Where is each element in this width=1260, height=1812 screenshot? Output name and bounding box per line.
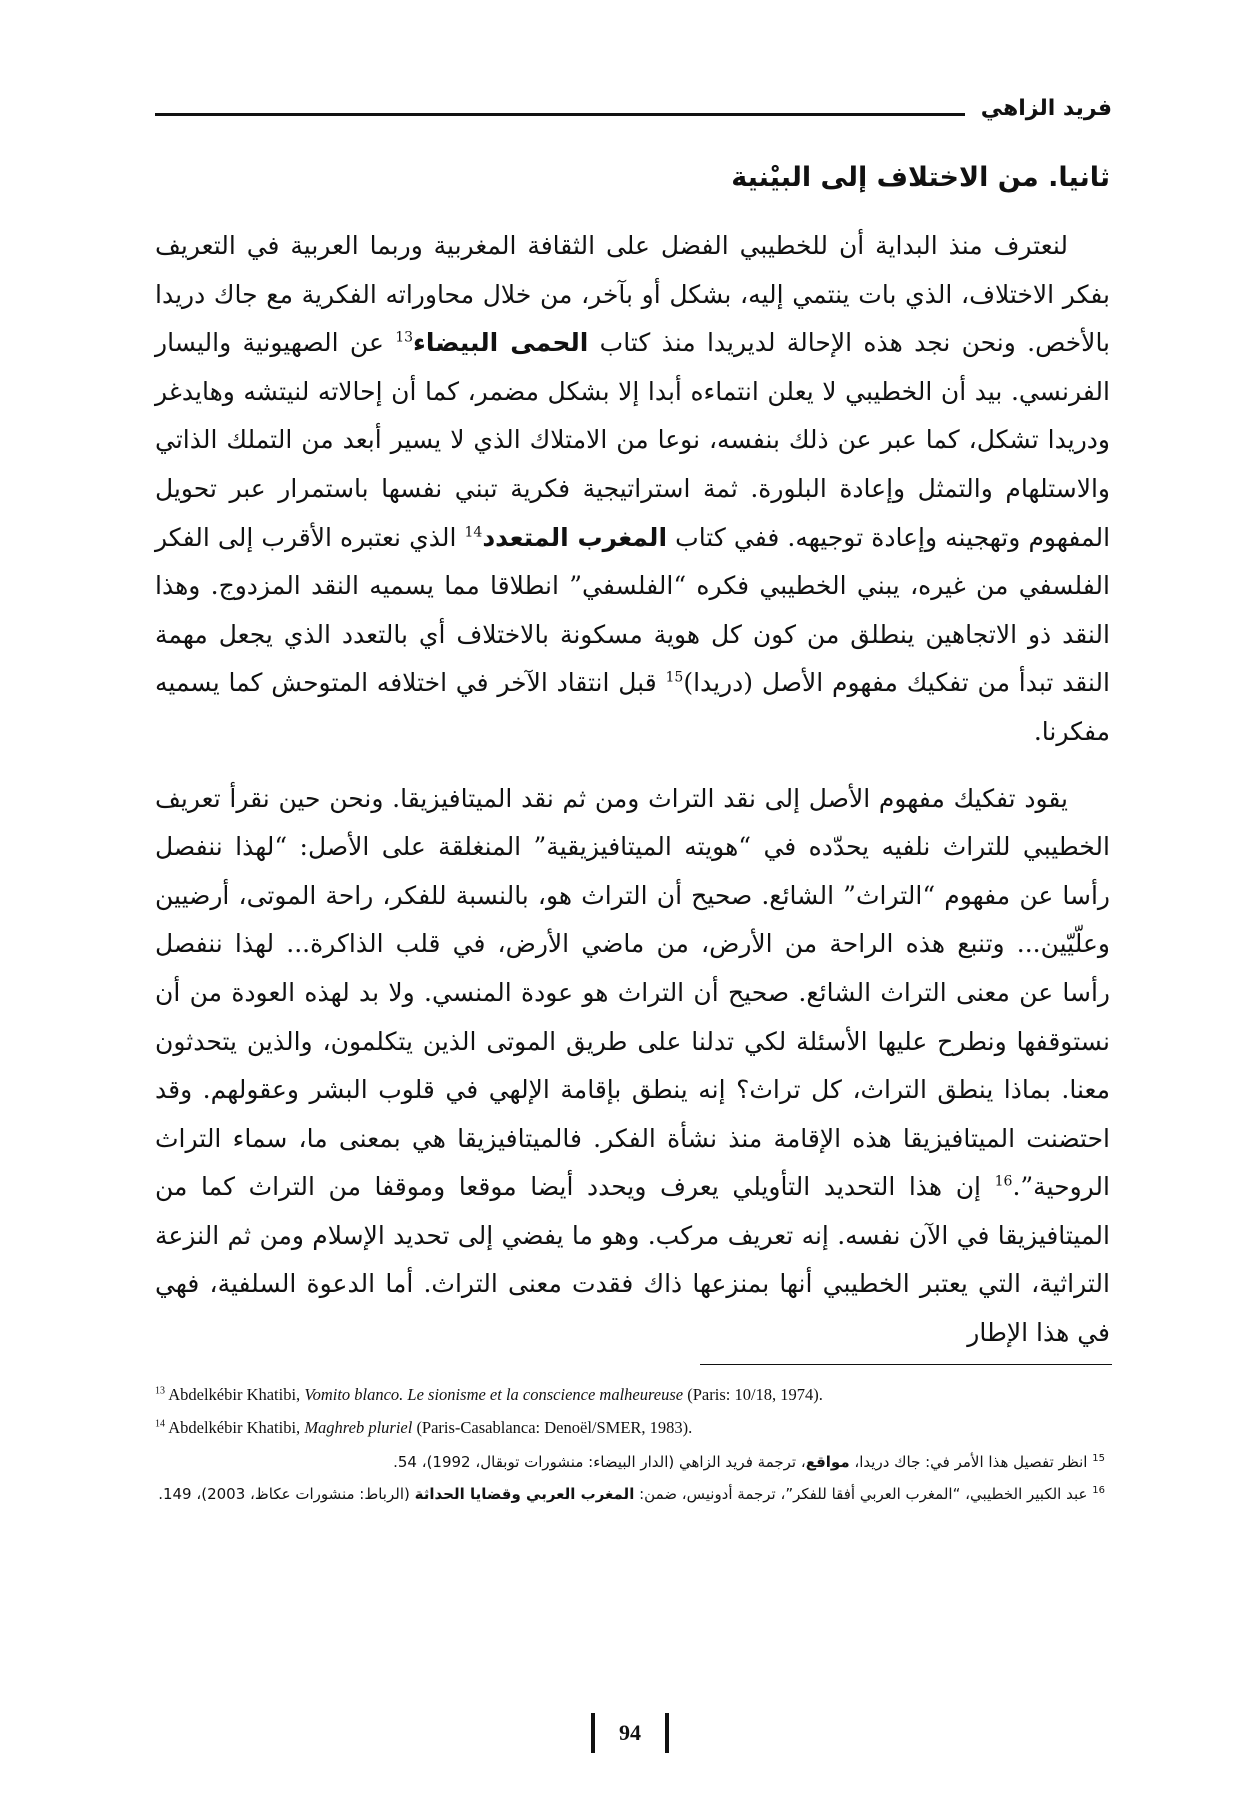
footnote-16	[155, 1481, 1105, 1507]
paragraph-1-text: عن الصهيونية واليسار الفرنسي. بيد أن الخطيبي لا يعلن انتماءه أبدا إلا بشكل مضمر، كما أن إحالاته لنيتشه وهايدغر ودريدا تشكل، كما عبر عن ذلك بنفسه، نوعا من الامتلاك الذي لا يسير أبعد من التملك الذاتي والاستلهام والتمثل وإعادة البلورة. ثمة استراتيجية فكرية تبني نفسها باستمرار عبر تحويل المفهوم وتهجينه وإعادة توجيهه. ففي كتاب	[155, 328, 1111, 552]
running-head-author: فريد الزاهي	[980, 96, 1112, 121]
footnote-ref-13[interactable]: 13	[395, 329, 414, 346]
paragraph-1-text: قبل انتقاد الآخر في اختلافه المتوحش كما يسميه مفكرنا.	[155, 668, 1110, 746]
footnote-title: Vomito blanco. Le sionisme et la conscience malheureuse	[304, 1385, 684, 1404]
book-title-white-fever: الحمى البيضاء	[413, 328, 589, 358]
footnote-title: مواقع	[805, 1452, 850, 1471]
header-rule	[155, 113, 965, 116]
book-title-plural-maghreb: المغرب المتعدد	[482, 522, 668, 552]
paragraph-2	[155, 775, 1110, 1358]
footnote-title: المغرب العربي وقضايا الحداثة	[414, 1484, 635, 1503]
footnote-title: Maghreb pluriel	[304, 1417, 413, 1437]
page-footer	[0, 1713, 1260, 1753]
footnote-ref-15[interactable]: 15	[665, 670, 684, 687]
paragraph-2-text: إن هذا التحديد التأويلي يعرف ويحدد أيضا موقعا وموقفا من التراث كما من الميتافيزيقا في الآن نفسه. إنه تعريف مركب. وهو ما يفضي إلى تحديد الإسلام ومن ثم النزعة التراثية، التي يعتبر الخطيبي أنها بمنزعها ذاك فقدت معنى التراث. أما الدعوة السلفية، فهي في هذا الإطار	[155, 1172, 1110, 1348]
paragraph-1-text: الذي نعتبره الأقرب إلى الفكر الفلسفي من غيره، يبني الخطيبي فكره “الفلسفي” انطلاقا مما يسميه النقد المزدوج. وهذا النقد ذو الاتجاهين ينطلق من كون كل هوية مسكونة بالاختلاف أي بالتعدد الذي يجعل مهمة النقد تبدأ من تفكيك مفهوم الأصل (دريدا)	[155, 522, 1110, 698]
footnote-ref-16[interactable]: 16	[994, 1173, 1013, 1190]
section-title: ثانيا. من الاختلاف إلى البيْنية	[731, 162, 1110, 193]
footnotes	[155, 1383, 1105, 1513]
footnote-author: Abdelkébir Khatibi,	[168, 1385, 301, 1404]
footnote-text: ، ترجمة فريد الزاهي (الدار البيضاء: منشورات توبقال، 1992)، 54.	[393, 1452, 806, 1471]
page-number: 94	[619, 1720, 641, 1745]
running-head	[155, 86, 1112, 120]
footnote-14	[155, 1416, 1105, 1441]
footnote-ref-14[interactable]: 14	[464, 524, 483, 541]
paragraph-1	[155, 222, 1110, 757]
page-number-bar-right	[665, 1713, 669, 1753]
footnote-publication: (Paris: 10/18, 1974).	[687, 1385, 823, 1404]
footnote-text: انظر تفصيل هذا الأمر في: جاك دريدا،	[854, 1452, 1088, 1471]
footnote-author: Abdelkébir Khatibi,	[168, 1417, 301, 1437]
footnote-publication: (Paris-Casablanca: Denoël/SMER, 1983).	[416, 1417, 693, 1437]
footnote-separator	[700, 1364, 1112, 1365]
footnote-number: 13	[155, 1385, 165, 1397]
body-text	[155, 222, 1110, 1358]
footnote-number: 14	[155, 1418, 165, 1430]
footnote-15	[155, 1449, 1105, 1475]
footnote-number: 15	[1092, 1452, 1105, 1464]
footnote-13	[155, 1383, 1105, 1408]
footnote-text: (الرباط: منشورات عكاظ، 2003)، 149.	[158, 1484, 410, 1503]
paragraph-2-text: يقود تفكيك مفهوم الأصل إلى نقد التراث ومن ثم نقد الميتافيزيقا. ونحن حين نقرأ تعريف الخطيبي للتراث نلفيه يحدّده في “هويته الميتافيزيقية” المنغلقة على الأصل: “لهذا ننفصل رأسا عن مفهوم “التراث” الشائع. صحيح أن التراث هو، بالنسبة للفكر، راحة الموتى، أرضيين وعلّيّين... وتنبع هذه الراحة من الأرض، من ماضي الأرض، في قلب الذاكرة... لهذا ننفصل رأسا عن معنى التراث الشائع. صحيح أن التراث هو عودة المنسي. ولا بد لهذه العودة من أن نستوقفها ونطرح عليها الأسئلة لكي تدلنا على طريق الموتى الذين يتكلمون، والذين يتحدثون معنا. بماذا ينطق التراث، كل تراث؟ إنه ينطق بإقامة الإلهي في قلوب البشر وعقولهم. وقد احتضنت الميتافيزيقا هذه الإقامة منذ نشأة الفكر. فالميتافيزيقا هي بمعنى ما، سماء التراث الروحية”.	[155, 783, 1110, 1202]
footnote-number: 16	[1092, 1484, 1105, 1496]
paragraph-1-text: لنعترف منذ البداية أن للخطيبي الفضل على الثقافة المغربية وربما العربية في التعريف بفكر الاختلاف، الذي بات ينتمي إليه، بشكل أو بآخر، من خلال محاوراته الفكرية مع جاك دريدا بالأخص. ونحن نجد هذه الإحالة لديريدا منذ كتاب	[155, 231, 1111, 358]
footnote-text: عبد الكبير الخطيبي، “المغرب العربي أفقا للفكر”، ترجمة أدونيس، ضمن:	[639, 1484, 1088, 1503]
